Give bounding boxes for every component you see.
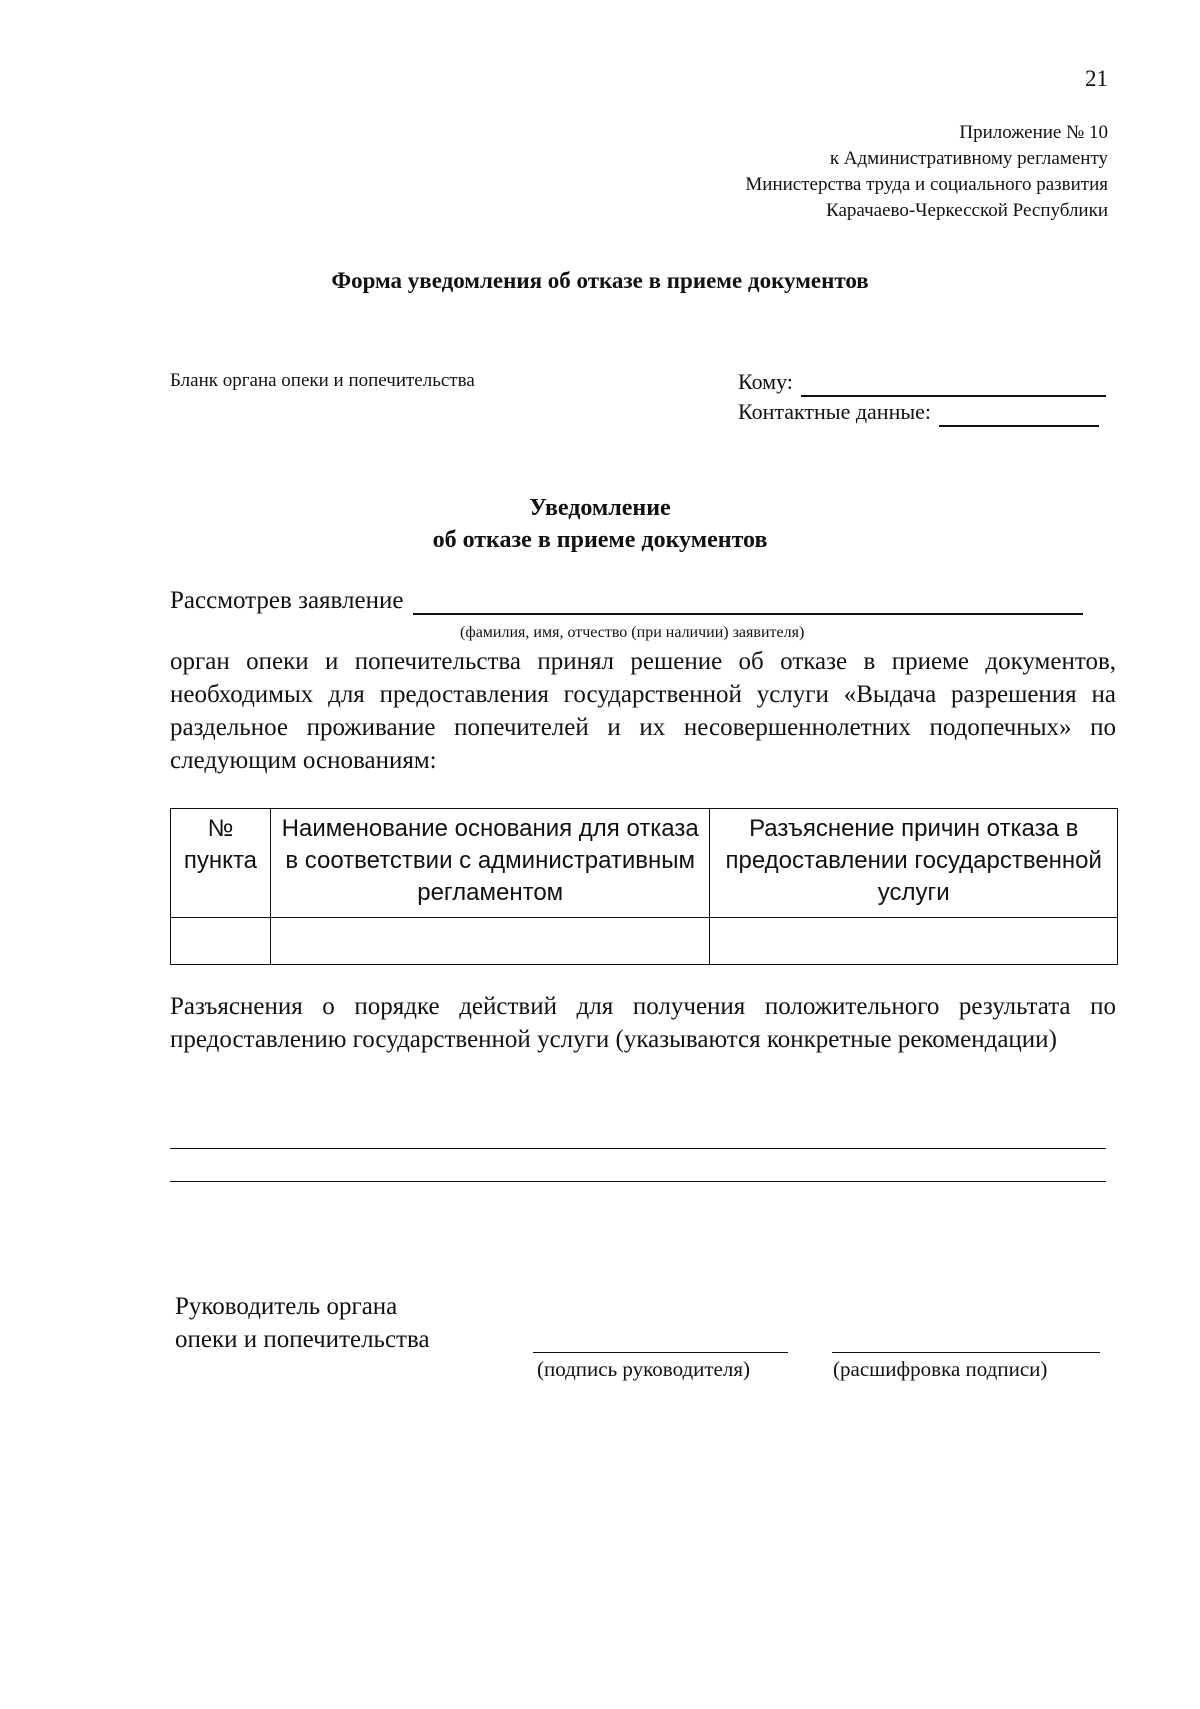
contacts-row [738, 397, 1106, 427]
recipient-row [738, 367, 1106, 397]
head-title-line-2: опеки и попечительства [175, 1326, 430, 1353]
notice-title-line-1: Уведомление [529, 495, 671, 521]
head-title-line-1: Руководитель органа [175, 1293, 398, 1320]
reasons-table [170, 808, 1118, 965]
recommendation-line-1[interactable] [170, 1148, 1106, 1149]
table-cell-number[interactable] [171, 918, 271, 965]
appendix-line-2: к Административному регламенту [829, 148, 1108, 169]
contacts-field[interactable] [939, 403, 1099, 427]
notice-title [0, 492, 1200, 556]
signature-line[interactable] [533, 1352, 788, 1353]
appendix-header [745, 120, 1108, 224]
page-number: 21 [1085, 66, 1108, 91]
table-header-row [171, 809, 1118, 918]
explanation-text: Разъяснения о порядке действий для получения положительного результата по предоставлению государственной услуги (указываются конкретные рекомендации) [170, 993, 1116, 1053]
considered-row [170, 587, 1083, 615]
notice-title-line-2: об отказе в приеме документов [432, 527, 768, 553]
head-title [175, 1290, 430, 1356]
table-cell-reason[interactable] [270, 918, 710, 965]
appendix-line-4: Карачаево-Черкесской Республики [826, 200, 1108, 221]
appendix-line-3: Министерства труда и социального развития [745, 174, 1108, 195]
to-label: Кому: [738, 369, 793, 394]
recipient-field[interactable] [801, 373, 1106, 397]
decision-text: орган опеки и попечительства принял решение об отказе в приеме документов, необходимых для предоставления государственной услуги «Выдача разрешения на раздельное проживание попечителей и их несовершеннолетних подопечных» по следующим основаниям: [170, 648, 1116, 774]
table-cell-explanation[interactable] [710, 918, 1118, 965]
blank-label: Бланк органа опеки и попечительства [170, 370, 475, 391]
table-header-explanation: Разъяснение причин отказа в предоставлении государственной услуги [710, 809, 1118, 918]
signature-decode-hint: (расшифровка подписи) [833, 1357, 1048, 1381]
considered-label: Рассмотрев заявление [170, 587, 404, 614]
applicant-name-hint: (фамилия, имя, отчество (при наличии) заявителя) [460, 624, 805, 641]
table-header-number: № пункта [171, 809, 271, 918]
signature-hint: (подпись руководителя) [537, 1357, 751, 1381]
table-row [171, 918, 1118, 965]
contacts-label: Контактные данные: [738, 399, 931, 424]
applicant-name-field[interactable] [413, 587, 1083, 615]
recommendation-line-2[interactable] [170, 1181, 1106, 1182]
appendix-line-1: Приложение № 10 [959, 122, 1108, 143]
recipient-block [738, 367, 1106, 427]
table-header-reason: Наименование основания для отказа в соответствии с административным регламентом [270, 809, 710, 918]
signature-decode-line[interactable] [832, 1352, 1100, 1353]
form-title: Форма уведомления об отказе в приеме документов [331, 268, 869, 293]
